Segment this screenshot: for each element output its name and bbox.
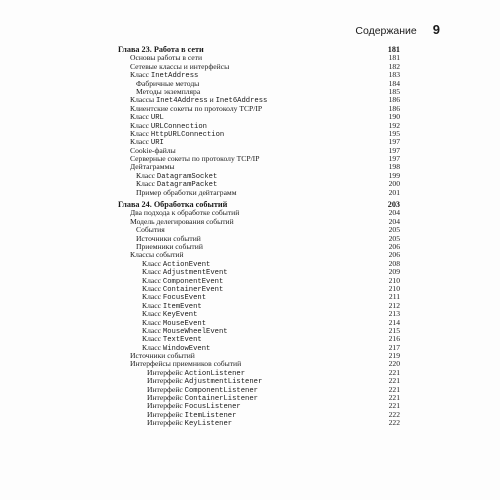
toc-page-number: 212 [388,300,400,310]
toc-page-number: 197 [388,137,400,147]
toc-entry-title [118,147,378,155]
toc-entry-row [118,344,400,352]
toc-page-number: 217 [388,342,400,352]
toc-page-number: 205 [388,233,400,243]
toc-text: Класс [130,113,151,122]
toc-entry-row [118,155,400,163]
toc-entry-title [118,251,378,259]
toc-text: Глава 24. Обработка событий [118,201,228,210]
toc-entry-row [118,71,400,79]
toc-text: Класс [142,259,163,268]
toc-entry-row [118,147,400,155]
toc-page-number: 210 [388,275,400,285]
toc-page-number: 204 [388,208,400,218]
toc-entry-title [118,360,378,368]
toc-entry-row [118,302,400,310]
code-term: ContainerEvent [162,285,224,294]
code-term: InetAddress [150,72,199,81]
toc-text: Класс [130,138,151,147]
toc-page-number: 222 [388,409,400,419]
toc-entry-row [118,335,400,343]
toc-text: Класс [136,180,157,189]
code-term: DatagramSocket [156,172,218,181]
toc-text: Интерфейс [147,377,185,386]
toc-entry-row [118,377,400,385]
toc-page-number: 181 [388,53,400,63]
toc-text: Класс [142,268,163,277]
toc-page-number: 210 [388,283,400,293]
toc-entry-row [118,419,400,427]
toc-page-number: 197 [388,145,400,155]
toc-chapter-row [118,46,400,54]
toc-entry-title [118,243,378,251]
toc-text: Класс [142,293,163,302]
toc-text: Классы событий [130,251,184,260]
code-term: URI [150,139,164,148]
toc-page-number: 205 [388,225,400,235]
toc-text: Модель делегирования событий [130,217,234,226]
toc-entry-row [118,235,400,243]
toc-entry-row [118,172,400,180]
toc-text: Класс [142,310,163,319]
toc-page-number: 221 [388,376,400,386]
toc-page-number: 186 [388,95,400,105]
toc-entry-title [118,218,378,226]
toc-page-number: 222 [388,418,400,428]
toc-entry-title [118,189,378,197]
toc-page-number: 209 [388,267,400,277]
toc-page-number: 199 [388,170,400,180]
toc-entry-row [118,96,400,104]
toc-text: Интерфейсы приемников событий [130,360,242,369]
code-term: URL [150,114,164,123]
toc-entry-row [118,319,400,327]
toc-page-number: 220 [388,359,400,369]
toc-text: Класс [142,343,163,352]
toc-entry-title [118,201,378,209]
toc-text: и [207,96,216,105]
toc-entry-row [118,218,400,226]
toc-text: Класс [130,129,151,138]
toc-entry-title [118,88,378,96]
toc-text: Интерфейс [147,394,185,403]
toc-entry-title [118,80,378,88]
toc-entry-title [118,63,378,71]
toc-text: Класс [142,318,163,327]
code-term: AdjustmentListener [184,378,263,387]
toc-page-number: 197 [388,154,400,164]
toc-text: Приемники событий [136,242,203,251]
toc-text: Клиентские сокеты по протоколу TCP/IP [130,104,263,113]
toc-page-number: 219 [388,351,400,361]
code-term: MouseEvent [162,319,207,328]
toc-page-number: 221 [388,367,400,377]
toc-text: Интерфейс [147,385,185,394]
toc-page-number: 183 [388,70,400,80]
toc-entry-row [118,138,400,146]
running-head-title: Содержание [355,25,417,37]
toc-entry-row [118,268,400,276]
toc-text: Класс [130,71,151,80]
toc-text: Дейтаграммы [130,163,175,172]
toc-entry-row [118,80,400,88]
toc-page-number: 198 [388,162,400,172]
toc-page-number: 181 [387,45,400,54]
toc-entry-title [118,226,378,234]
toc-entry-row [118,180,400,188]
toc-text: Сетевые классы и интерфейсы [130,62,230,71]
page-number: 9 [432,22,440,37]
toc-entry-title [118,46,378,54]
code-term: ActionEvent [162,260,211,269]
toc-entry-title [118,163,378,171]
toc-entry-title [118,105,378,113]
toc-entry-row [118,277,400,285]
toc-page-number: 204 [388,216,400,226]
toc-page-number: 192 [388,120,400,130]
toc-page-number: 208 [388,258,400,268]
toc-entry-row [118,310,400,318]
toc-entry-row [118,54,400,62]
toc-text: Интерфейс [147,402,185,411]
code-term: ItemEvent [162,302,202,311]
code-term: WindowEvent [162,344,211,353]
toc-entry-row [118,122,400,130]
code-term: ComponentListener [184,386,258,395]
code-term: KeyEvent [162,311,198,320]
toc-entry-row [118,285,400,293]
toc-text: Классы [130,96,156,105]
toc-page-number: 203 [387,200,400,210]
toc-entry-row [118,130,400,138]
toc-text: Интерфейс [147,368,185,377]
toc-text: Источники событий [130,352,195,361]
code-term: ContainerListener [184,395,258,404]
code-term: HttpURLConnection [150,130,225,139]
toc-entry-title [118,419,378,428]
toc-entry-row [118,402,400,410]
code-term: FocusListener [184,403,241,412]
toc-page-number: 213 [388,309,400,319]
toc-page-number: 221 [388,401,400,411]
toc-entry-row [118,63,400,71]
toc-text: Основы работы в сети [130,54,203,63]
toc-entry-title [118,209,378,217]
toc-entry-title [118,235,378,243]
toc-text: Cookie-файлы [130,146,176,155]
toc-entry-row [118,360,400,368]
toc-text: Пример обработки дейтаграмм [136,188,237,197]
toc-text: Два подхода к обработке событий [130,209,240,218]
toc-entry-row [118,105,400,113]
toc-entry-row [118,411,400,419]
code-term: ComponentEvent [162,277,224,286]
code-term: AdjustmentEvent [162,269,228,278]
toc-text: Класс [142,276,163,285]
toc-text: Серверные сокеты по протоколу TCP/IP [130,155,260,164]
toc-page-number: 221 [388,384,400,394]
code-term: KeyListener [184,420,233,429]
code-term: MouseWheelEvent [162,327,228,336]
toc-entry-row [118,113,400,121]
toc-text: Класс [130,121,151,130]
toc-entry-row [118,251,400,259]
toc-text: Класс [142,284,163,293]
toc-entry-row [118,394,400,402]
toc-text: События [136,226,165,235]
code-term: ActionListener [184,369,246,378]
toc-entry-row [118,352,400,360]
toc-page-number: 214 [388,317,400,327]
toc-entry-row [118,226,400,234]
toc-entry-row [118,386,400,394]
toc-page-number: 195 [388,128,400,138]
toc-text: Класс [136,171,157,180]
toc-page-number: 206 [388,241,400,251]
toc-page-number: 186 [388,103,400,113]
toc-page-number: 206 [388,250,400,260]
toc-text: Класс [142,335,163,344]
toc-page-number: 216 [388,334,400,344]
table-of-contents [118,46,400,428]
toc-text: Глава 23. Работа в сети [118,46,204,54]
code-term: ItemListener [184,411,237,420]
toc-entry-title [118,352,378,360]
code-term: DatagramPacket [156,181,218,190]
toc-text: Методы экземпляра [136,87,201,96]
toc-entry-title [118,54,378,62]
toc-page-number: 221 [388,393,400,403]
toc-text: Интерфейс [147,419,185,428]
code-term: FocusEvent [162,294,207,303]
running-head [320,22,440,36]
toc-page-number: 211 [388,292,400,302]
toc-entry-row [118,327,400,335]
toc-entry-row [118,243,400,251]
toc-text: Класс [142,301,163,310]
toc-text: Интерфейс [147,410,185,419]
toc-page-number: 185 [388,86,400,96]
toc-entry-row [118,88,400,96]
toc-text: Источники событий [136,234,201,243]
code-term: URLConnection [150,122,207,131]
toc-entry-title [118,155,378,163]
code-term: Inet6Address [215,97,268,106]
code-term: TextEvent [162,336,202,345]
toc-text: Класс [142,326,163,335]
toc-page-number: 182 [388,61,400,71]
toc-entry-row [118,209,400,217]
toc-entry-row [118,189,400,197]
toc-text: Фабричные методы [136,79,200,88]
toc-page-number: 184 [388,78,400,88]
toc-page-number: 201 [388,187,400,197]
code-term: Inet4Address [155,97,208,106]
toc-page-number: 200 [388,179,400,189]
toc-chapter-row [118,201,400,209]
toc-page-number: 190 [388,112,400,122]
toc-page-number: 215 [388,325,400,335]
toc-entry-row [118,369,400,377]
toc-entry-row [118,293,400,301]
toc-entry-row [118,163,400,171]
toc-entry-row [118,260,400,268]
